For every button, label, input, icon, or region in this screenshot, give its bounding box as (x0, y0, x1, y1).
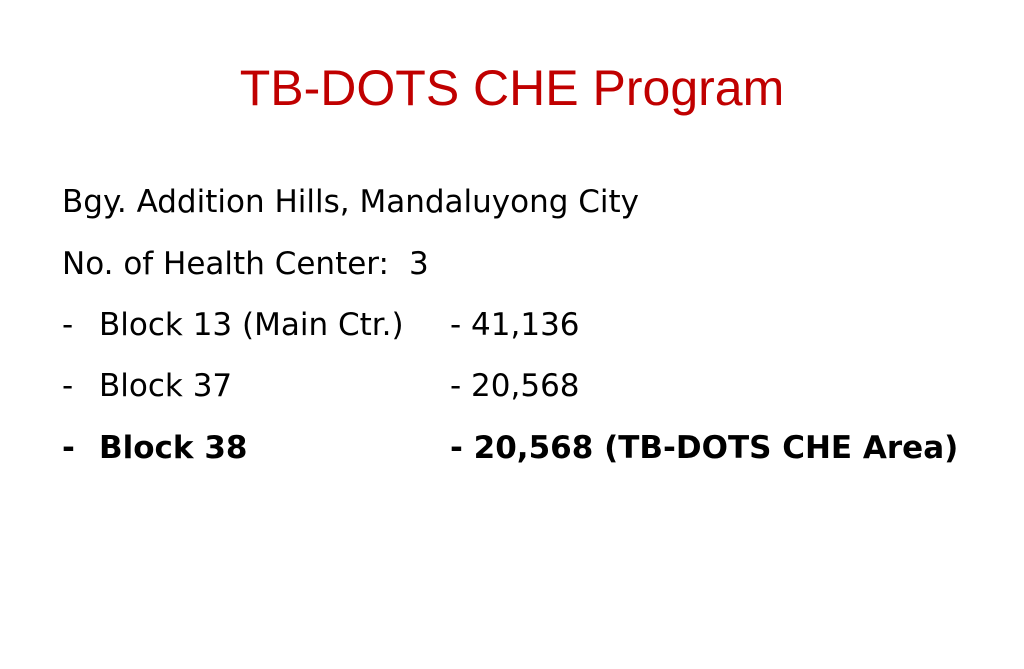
location-text: Bgy. Addition Hills, Mandaluyong City (62, 184, 640, 220)
block-population: - 41,136 (450, 307, 580, 343)
bullet-dash: - (62, 307, 74, 343)
health-center-label: No. of Health Center: (62, 246, 389, 282)
list-item (62, 305, 1002, 345)
bullet-dash: - (62, 368, 74, 404)
slide-title: TB-DOTS CHE Program (239, 60, 785, 116)
block-label: Block 37 (99, 368, 233, 404)
health-center-line (62, 244, 429, 284)
health-center-count: 3 (408, 246, 429, 282)
block-population: - 20,568 (TB-DOTS CHE Area) (450, 430, 959, 466)
list-item (62, 366, 1002, 406)
block-label: Block 38 (99, 430, 248, 466)
list-item (62, 428, 1002, 468)
bullet-dash: - (62, 430, 75, 466)
block-population: - 20,568 (450, 368, 580, 404)
block-label: Block 13 (Main Ctr.) (99, 307, 404, 343)
